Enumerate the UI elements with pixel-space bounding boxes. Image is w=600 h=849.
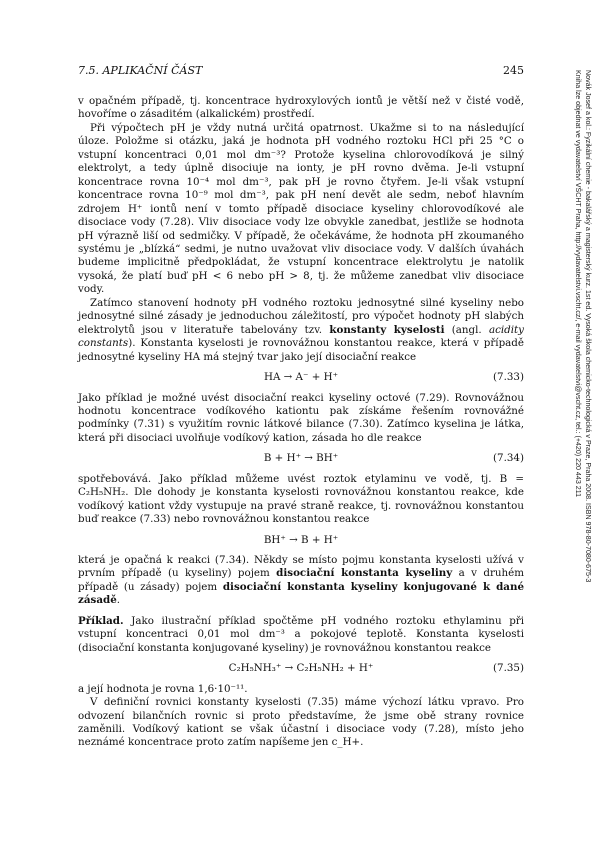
equation — [78, 662, 524, 675]
page-number: 245 — [503, 64, 524, 77]
example-label: Příklad. — [78, 614, 124, 627]
equation-expression: B + H⁺ → BH⁺ — [263, 452, 339, 465]
equation-number: (7.33) — [493, 371, 524, 384]
running-header — [78, 64, 524, 80]
term-bold: disociační konstanta kyseliny — [276, 567, 453, 580]
paragraph — [78, 554, 524, 608]
text-span: a v druhém případě (u zásady) pojem — [78, 567, 525, 593]
publisher-sidebar — [556, 70, 592, 630]
equation-number: (7.34) — [493, 452, 524, 465]
term-bold: disociační konstanta kyseliny konjugované k dané zásadě — [78, 580, 524, 607]
paragraph: V definiční rovnici konstanty kyselosti (7.35) máme výchozí látku vpravo. Pro odvození bilančních rovnic si proto představíme, že jsme obě strany rovnice zaměnili. Vodíkový kationt se však účastní i disociace vody (7.28), místo jeho neznámé koncentrace proto zatím napíšeme jen c_H+. — [78, 696, 524, 749]
section-title: 7.5. APLIKAČNÍ ČÁST — [78, 64, 203, 77]
equation-expression: HA → A⁻ + H⁺ — [263, 371, 339, 384]
equation-expression: BH⁺ → B + H⁺ — [263, 533, 339, 546]
equation-expression: C₂H₅NH₃⁺ → C₂H₅NH₂ + H⁺ — [228, 662, 374, 675]
body-text — [78, 95, 524, 750]
equation-number: (7.35) — [493, 662, 524, 675]
sidebar-line: Novák Josef a kol.: Fyzikální chemie - bakalářský a magisterský kurz. 1st ed. Vysoká škola chemicko-technologická v Praze, Praha 2008. ISBN 978-80-7080-675-3 — [584, 70, 592, 583]
equation — [78, 371, 524, 384]
paragraph — [78, 615, 524, 655]
paragraph: Při výpočtech pH je vždy nutná určitá opatrnost. Ukažme si to na následující úloze. Položme si otázku, jaká je hodnota pH vodného roztoku HCl při 25 °C o vstupní koncentraci 0,01 mol dm⁻³? Protože kyselina chlorovodíková je silný elektrolyt, a tedy úplně disociuje na ionty, je pH rovno dvěma. Je-li vstupní koncentrace rovna 10⁻⁴ mol dm⁻³, pak pH je rovno čtyřem. Je-li však vstupní koncentrace rovna 10⁻⁹ mol dm⁻³, pak pH není devět ale sedm, neboť hlavním zdrojem H⁺ iontů není v tomto případě disociace kyseliny chlorovodíkové ale disociace vody (7.28). Vliv disociace vody lze obvykle zanedbat, jestliže se hodnota pH výrazně liší od sedmičky. V případě, že očekáváme, že hodnota pH zkoumaného systému je „blízká“ sedmi, je nutno uvažovat vliv disociace vody. V dalších úvahách budeme implicitně předpokládat, že vstupní koncentrace elektrolytu je natolik vysoká, že platí buď pH < 6 nebo pH > 8, tj. že můžeme zanedbat vliv disociace vody. — [78, 121, 524, 296]
text-span: která je opačná k reakci (7.34). Někdy se místo pojmu konstanta kyselosti užívá v prvním případě (u kyseliny) pojem — [78, 554, 524, 580]
equation — [78, 452, 524, 465]
text-span: Jako ilustrační příklad spočtěme pH vodného roztoku ethylaminu při vstupní koncentraci 0,01 mol dm⁻³ a pokojové teplotě. Konstanta kyselosti (disociační konstanta konjugované kyseliny) je rovnovážnou konstantou reakce — [78, 614, 524, 654]
paragraph: spotřebovává. Jako příklad můžeme uvést roztok etylaminu ve vodě, tj. B = C₂H₅NH₂. Dle dohody je konstanta kyselosti rovnovážnou konstantou reakce, kde vodíkový kationt vždy vystupuje na pravé straně reakce, tj. rovnovážnou konstantou buď reakce (7.33) nebo rovnovážnou konstantou reakce — [78, 472, 524, 526]
sidebar-line: Kniha lze objednat ve vydavatelství VŠCHT Praha, http://vydavatelstvi.vscht.cz/, e-mail vydavatelstvi@vscht.cz, tel.: (+420) 220 443 211 — [574, 70, 583, 498]
spacer — [78, 608, 524, 615]
text-span: ). Konstanta kyselosti je rovnovážnou konstantou reakce, která v případě jednosytné kyseliny HA má stejný tvar jako její disociační reakce — [78, 337, 524, 363]
paragraph: Jako příklad je možné uvést disociační reakci kyseliny octové (7.29). Rovnovážnou hodnotu koncentrace vodíkového kationtu pak získáme řešením rovnovážné podmínky (7.31) s využitím rovnic látkové bilance (7.30). Zatímco kyselina je látka, která při disociaci uvolňuje vodíkový kation, zásada ho dle reakce — [78, 391, 524, 444]
paragraph — [78, 297, 524, 364]
term-bold: konstanty kyselosti — [329, 323, 445, 336]
paragraph: v opačném případě, tj. koncentrace hydroxylových iontů je větší než v čisté vodě, hovoříme o zásaditém (alkalickém) prostředí. — [78, 95, 524, 121]
text-span: . — [116, 594, 121, 607]
equation — [78, 534, 524, 547]
text-span: (angl. — [451, 323, 482, 336]
paragraph: a její hodnota je rovna 1,6·10⁻¹¹. — [78, 682, 248, 695]
text-span: Zatímco stanovení hodnoty pH vodného roztoku jednosytné silné kyseliny nebo jednosytné silné zásady je jednoduchou záležitostí, pro výpočet hodnoty pH slabých elektrolytů jsou v literatuře tabelovány tzv. — [78, 296, 524, 336]
term-italic: acidity constants — [78, 323, 524, 350]
